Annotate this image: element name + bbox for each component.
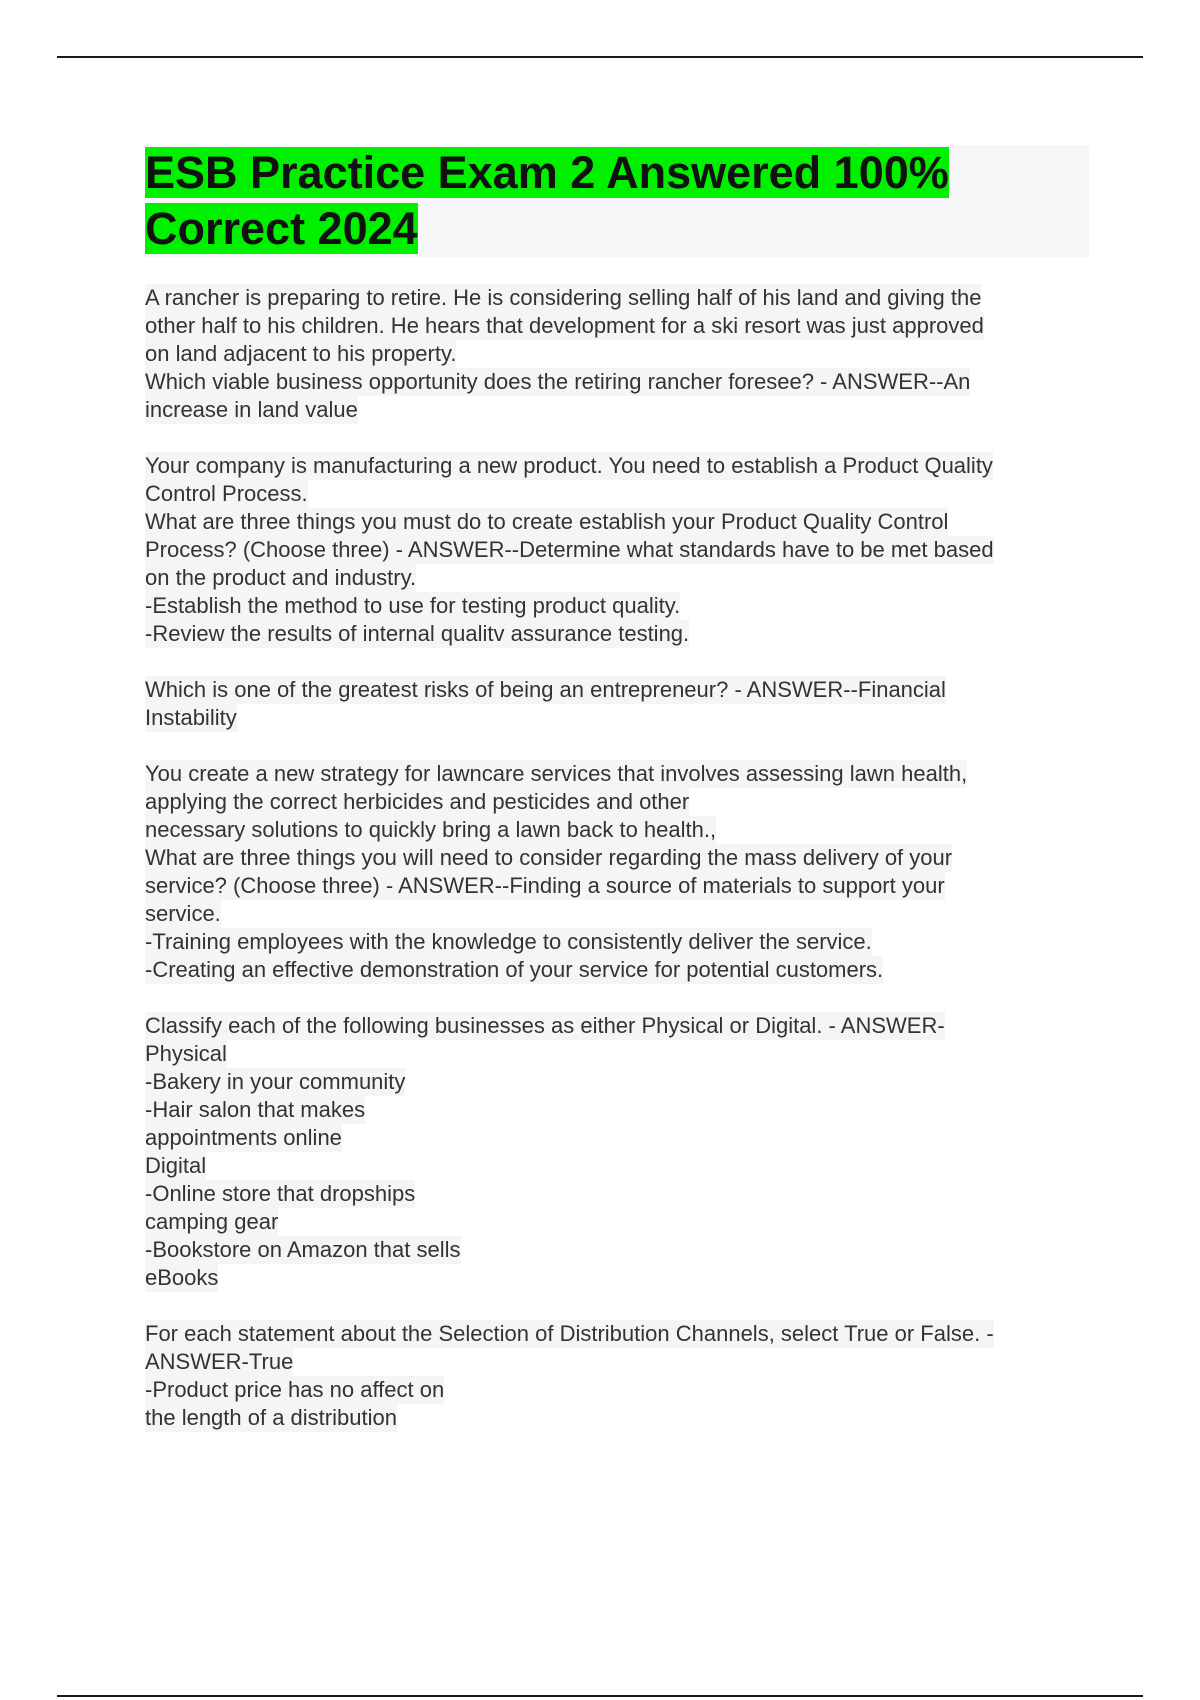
qa-row xyxy=(145,1180,1095,1208)
qa-line: other half to his children. He hears that development for a ski resort was just approved xyxy=(145,313,984,338)
qa-entry xyxy=(145,760,1095,984)
qa-row xyxy=(145,1376,1095,1404)
qa-row xyxy=(145,1208,1095,1236)
qa-row xyxy=(145,1264,1095,1292)
qa-row xyxy=(145,1124,1095,1152)
qa-line: You create a new strategy for lawncare services that involves assessing lawn health, xyxy=(145,761,968,786)
qa-line: A rancher is preparing to retire. He is considering selling half of his land and giving the xyxy=(145,285,982,310)
qa-row xyxy=(145,1320,1095,1348)
qa-line: Digital xyxy=(145,1153,207,1178)
qa-row xyxy=(145,676,1095,704)
title-line-2: Correct 2024 xyxy=(145,203,418,254)
qa-line: on land adjacent to his property. xyxy=(145,341,457,366)
qa-line: -Online store that dropships xyxy=(145,1181,416,1206)
page-title xyxy=(145,145,1089,257)
qa-row xyxy=(145,480,1095,508)
qa-row xyxy=(145,312,1095,340)
qa-entry xyxy=(145,676,1095,732)
qa-row xyxy=(145,1068,1095,1096)
qa-row xyxy=(145,368,1095,396)
qa-line: Which viable business opportunity does the retiring rancher foresee? - ANSWER--An xyxy=(145,369,971,394)
qa-line: What are three things you will need to consider regarding the mass delivery of your xyxy=(145,845,953,870)
qa-line: Which is one of the greatest risks of being an entrepreneur? - ANSWER--Financial xyxy=(145,677,946,702)
qa-row xyxy=(145,452,1095,480)
qa-row xyxy=(145,564,1095,592)
footer-rule xyxy=(57,1695,1143,1697)
qa-line: For each statement about the Selection of Distribution Channels, select True or False. - xyxy=(145,1321,994,1346)
qa-row xyxy=(145,592,1095,620)
qa-line: -Establish the method to use for testing product quality. xyxy=(145,593,681,618)
qa-line: increase in land value xyxy=(145,397,358,422)
title-block xyxy=(145,145,1089,257)
qa-row xyxy=(145,1012,1095,1040)
qa-line: applying the correct herbicides and pesticides and other xyxy=(145,789,690,814)
qa-row xyxy=(145,1152,1095,1180)
qa-row xyxy=(145,620,1095,648)
qa-row xyxy=(145,340,1095,368)
qa-row xyxy=(145,284,1095,312)
qa-line: Classify each of the following businesses as either Physical or Digital. - ANSWER- xyxy=(145,1013,945,1038)
qa-row xyxy=(145,956,1095,984)
qa-line: Control Process. xyxy=(145,481,308,506)
qa-line: -Hair salon that makes xyxy=(145,1097,366,1122)
qa-line: necessary solutions to quickly bring a lawn back to health., xyxy=(145,817,717,842)
qa-row xyxy=(145,1404,1095,1432)
qa-row xyxy=(145,816,1095,844)
qa-line: -Product price has no affect on xyxy=(145,1377,445,1402)
qa-line: -Review the results of internal qualitv assurance testing. xyxy=(145,621,690,646)
qa-line: eBooks xyxy=(145,1265,219,1290)
qa-row xyxy=(145,872,1095,900)
qa-line: -Training employees with the knowledge to consistently deliver the service. xyxy=(145,929,872,954)
qa-entry xyxy=(145,284,1095,424)
qa-line: -Bakery in your community xyxy=(145,1069,406,1094)
qa-line: ANSWER-True xyxy=(145,1349,294,1374)
qa-row xyxy=(145,1236,1095,1264)
qa-line: -Creating an effective demonstration of your service for potential customers. xyxy=(145,957,884,982)
qa-line: appointments online xyxy=(145,1125,342,1150)
qa-line: service? (Choose three) - ANSWER--Finding a source of materials to support your xyxy=(145,873,945,898)
qa-line: service. xyxy=(145,901,221,926)
qa-row xyxy=(145,1348,1095,1376)
qa-row xyxy=(145,1040,1095,1068)
qa-row xyxy=(145,536,1095,564)
qa-row xyxy=(145,928,1095,956)
qa-line: What are three things you must do to create establish your Product Quality Control xyxy=(145,509,949,534)
qa-row xyxy=(145,1096,1095,1124)
qa-line: on the product and industry. xyxy=(145,565,417,590)
qa-entry xyxy=(145,1012,1095,1292)
qa-row xyxy=(145,844,1095,872)
qa-entry xyxy=(145,452,1095,648)
header-rule xyxy=(57,56,1143,58)
qa-line: Physical xyxy=(145,1041,227,1066)
document-body xyxy=(145,284,1095,1460)
qa-row xyxy=(145,900,1095,928)
qa-row xyxy=(145,704,1095,732)
qa-line: the length of a distribution xyxy=(145,1405,397,1430)
qa-row xyxy=(145,760,1095,788)
qa-line: camping gear xyxy=(145,1209,279,1234)
qa-line: -Bookstore on Amazon that sells xyxy=(145,1237,461,1262)
qa-entry xyxy=(145,1320,1095,1432)
title-line-1: ESB Practice Exam 2 Answered 100% xyxy=(145,147,949,198)
qa-row xyxy=(145,396,1095,424)
qa-row xyxy=(145,508,1095,536)
qa-line: Your company is manufacturing a new product. You need to establish a Product Quality xyxy=(145,453,993,478)
qa-line: Instability xyxy=(145,705,237,730)
qa-row xyxy=(145,788,1095,816)
qa-line: Process? (Choose three) - ANSWER--Determine what standards have to be met based xyxy=(145,537,994,562)
